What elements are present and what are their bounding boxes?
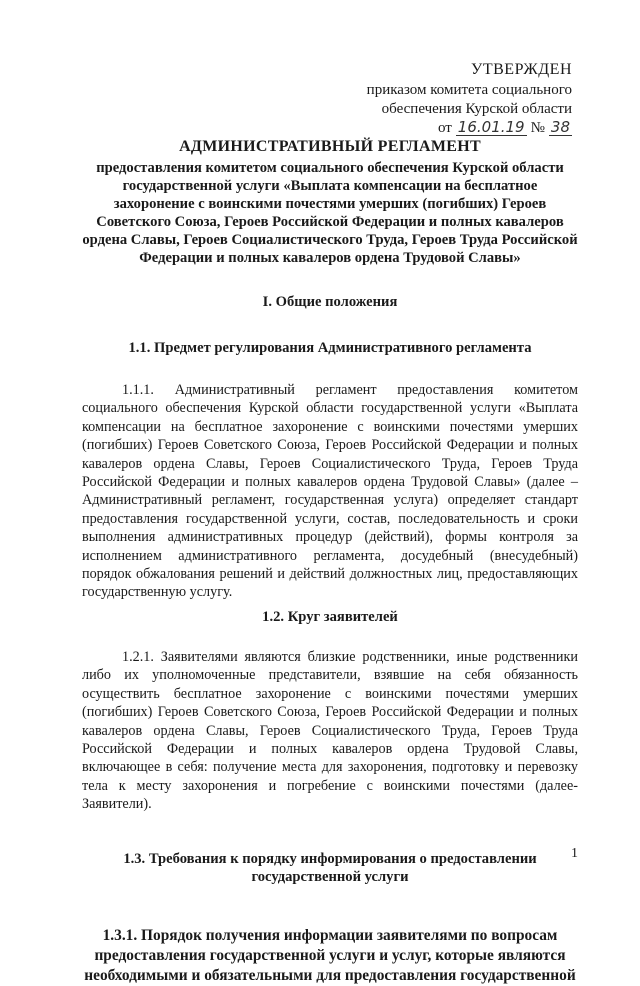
document-subtitle: предоставления комитетом социального обеспечения Курской области государственной услуги «Выплата компенсации на бесплатное захоронение с воинскими почестями умерших (погибших) Героев Советского Союза, Героев Российской Федерации и полных кавалеров ордена Славы, Героев Социалистического Труда, Героев Труда Российской Федерации и полных кавалеров ордена Трудовой Славы»	[82, 160, 578, 266]
paragraph-1-2-1: 1.2.1. Заявителями являются близкие родственники, иные родственники либо их уполномоченные представители, взявшие на себя обязанность осуществить бесплатное захоронение с воинскими почестями умерших (погибших) Героев Советского Союза, Героев Российской Федерации и полных кавалеров ордена Славы, Героев Социалистического Труда, Героев Труда Российской Федерации и полных кавалеров ордена Трудовой Славы, включающее в себя: получение места для захоронения, подготовку и перевозку тела к месту захоронения и погребение с воинскими почестями (далее- Заявители).	[82, 648, 578, 813]
handwritten-number: 38	[550, 118, 570, 136]
handwritten-date: 16.01.19	[457, 118, 525, 136]
approval-line-2: обеспечения Курской области	[381, 101, 572, 117]
section-heading-1-3: 1.3. Требования к порядку информирования о предоставлении государственной услуги	[123, 850, 537, 885]
date-prefix: от	[437, 120, 452, 136]
document-title: АДМИНИСТРАТИВНЫЙ РЕГЛАМЕНТ	[179, 138, 481, 155]
number-prefix: №	[530, 120, 545, 136]
approval-line-1: приказом комитета социального	[366, 82, 572, 98]
approval-date-line	[367, 119, 572, 138]
section-heading-1-1: 1.1. Предмет регулирования Административного регламента	[128, 340, 532, 356]
section-heading-general: I. Общие положения	[262, 294, 398, 310]
section-heading-1-2: 1.2. Круг заявителей	[262, 608, 398, 625]
approval-stamp-block	[367, 60, 572, 138]
section-heading-1-3-1: 1.3.1. Порядок получения информации заявителями по вопросам предоставления государственной услуги и услуг, которые являются необходимыми и обязательными для предоставления государственной	[84, 926, 576, 984]
page-number: 1	[571, 846, 578, 861]
paragraph-1-1-1: 1.1.1. Административный регламент предоставления комитетом социального обеспечения Курской области государственной услуги «Выплата компенсации на бесплатное захоронение с воинскими почестями умерших (погибших) Героев Советского Союза, Героев Российской Федерации и полных кавалеров ордена Славы, Героев Социалистического Труда, Героев Труда Российской Федерации и полных кавалеров ордена Трудовой Славы» (далее – Административный регламент, государственная услуга) определяет стандарт предоставления государственной услуги, состав, последовательность и сроки выполнения административных процедур (действий), формы контроля за исполнением административного регламента, досудебный (внесудебный) порядок обжалования решений и действий должностных лиц, предоставляющих государственную услугу.	[82, 382, 578, 601]
approval-heading: УТВЕРЖДЕН	[471, 61, 572, 78]
document-body	[82, 138, 578, 986]
